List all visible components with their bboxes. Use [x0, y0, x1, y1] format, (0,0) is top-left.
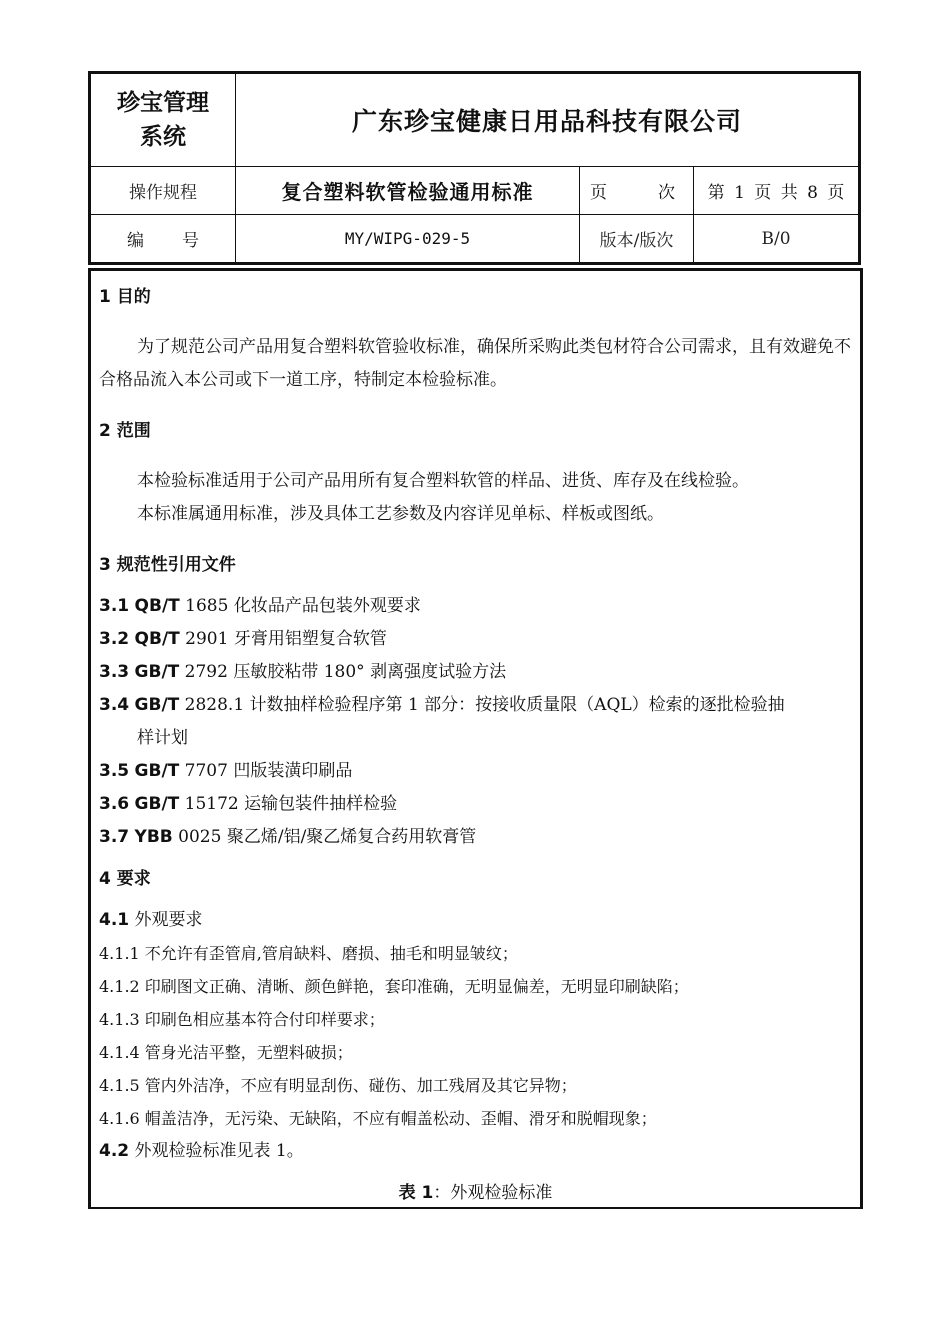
reference-item: 3.5 GB/T 7707 凹版装潢印刷品: [99, 761, 353, 781]
reference-item: 3.1 QB/T 1685 化妆品产品包装外观要求: [99, 596, 421, 616]
table-caption-label: 表 1: [398, 1183, 434, 1203]
system-name-line2: 系统: [140, 124, 186, 150]
system-name-cell: [90, 73, 236, 167]
reference-item: 3.2 QB/T 2901 牙膏用铝塑复合软管: [99, 629, 387, 649]
table-caption-text: ：外观检验标准: [433, 1183, 553, 1203]
section-1-text: 为了规范公司产品用复合塑料软管验收标准，确保所采购此类包材符合公司需求，且有效避免不合格品流入本公司或下一道工序，特制定本检验标准。: [99, 337, 851, 390]
requirement-item: 4.1.6 帽盖洁净，无污染、无缺陷，不应有帽盖松动、歪帽、滑牙和脱帽现象；: [99, 1109, 657, 1128]
section-3-title: 3 规范性引用文件: [99, 555, 236, 575]
page-number: 第 1 页 共 8 页: [694, 167, 860, 215]
reference-item: 3.4 GB/T 2828.1 计数抽样检验程序第 1 部分：按接收质量限（AQL）检索的逐批检验抽: [99, 695, 785, 715]
reference-item-continuation: 样计划: [137, 728, 188, 748]
section-4-title: 4 要求: [99, 869, 151, 889]
code-label-cell: [90, 215, 236, 264]
table-caption: [88, 1178, 863, 1203]
page-label-a: 页: [590, 183, 607, 203]
doc-type-label: 操作规程: [90, 167, 236, 215]
document-header-table: [88, 71, 861, 265]
section-2-text-1: 本检验标准适用于公司产品用所有复合塑料软管的样品、进货、库存及在线检验。: [137, 471, 749, 491]
page-label-b: 次: [658, 183, 675, 203]
requirement-item: 4.1.3 印刷色相应基本符合付印样要求；: [99, 1010, 385, 1029]
section-1-title: 1 目的: [99, 287, 151, 307]
subsection-4-2: 4.2 外观检验标准见表 1。: [99, 1141, 304, 1161]
requirement-item: 4.1.1 不允许有歪管肩,管肩缺料、磨损、抽毛和明显皱纹；: [99, 944, 518, 963]
version-value: B/0: [694, 215, 860, 264]
version-label: 版本/版次: [580, 215, 694, 264]
doc-title: 复合塑料软管检验通用标准: [236, 167, 580, 215]
company-name: 广东珍宝健康日用品科技有限公司: [236, 73, 860, 167]
reference-item: 3.6 GB/T 15172 运输包装件抽样检验: [99, 794, 398, 814]
code-label-b: 号: [182, 231, 199, 251]
requirement-item: 4.1.5 管内外洁净，不应有明显刮伤、碰伤、加工残屑及其它异物；: [99, 1076, 577, 1095]
doc-code: MY/WIPG-029-5: [236, 215, 580, 264]
system-name-line1: 珍宝管理: [117, 90, 209, 116]
subsection-4-1: 4.1 外观要求: [99, 910, 203, 930]
code-label-a: 编: [127, 231, 144, 251]
document-body: [99, 285, 855, 1168]
requirement-item: 4.1.4 管身光洁平整，无塑料破损；: [99, 1043, 353, 1062]
section-2-text-2: 本标准属通用标准，涉及具体工艺参数及内容详见单标、样板或图纸。: [137, 504, 664, 524]
reference-item: 3.7 YBB 0025 聚乙烯/铝/聚乙烯复合药用软膏管: [99, 827, 477, 847]
requirement-item: 4.1.2 印刷图文正确、清晰、颜色鲜艳，套印准确，无明显偏差，无明显印刷缺陷；: [99, 977, 689, 996]
reference-item: 3.3 GB/T 2792 压敏胶粘带 180° 剥离强度试验方法: [99, 662, 507, 682]
section-2-title: 2 范围: [99, 421, 151, 441]
page-label-cell: [580, 167, 694, 215]
